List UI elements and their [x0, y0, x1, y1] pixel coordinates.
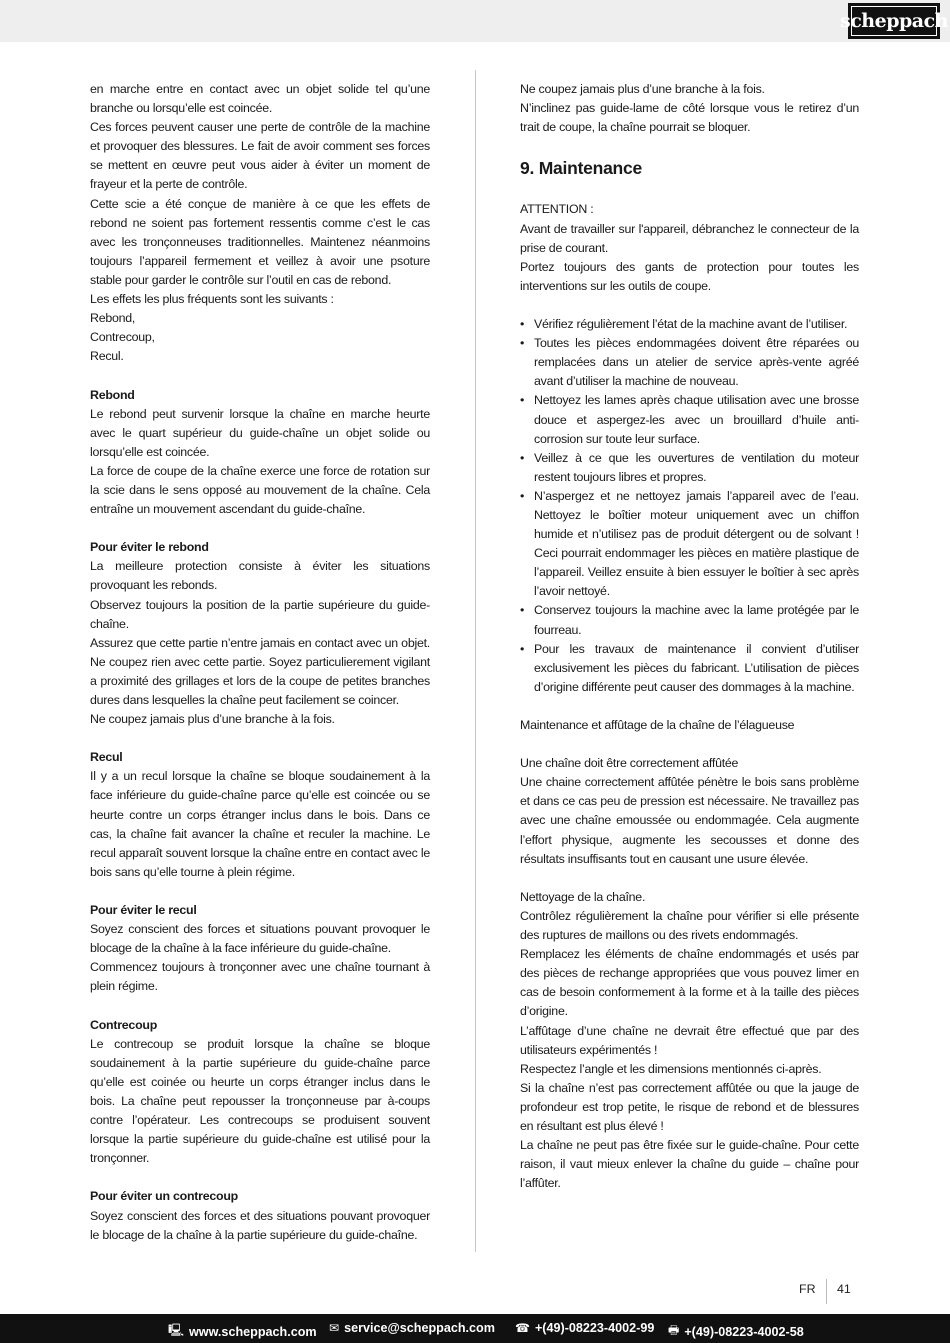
- sharpening-title: Une chaîne doit être correctement affûtée: [520, 756, 739, 771]
- subheading-eviter-rebond: Pour éviter le rebond: [90, 540, 209, 555]
- paragraph: Contrecoup,: [90, 330, 155, 345]
- paragraph: Assurez que cette partie n’entre jamais en contact avec un objet. Ne coupez rien avec cette partie. Soyez particulierement vigilant a proximité des grillages et lors de la coupe de petites branches dures dans lesquelles la chaîne peut facilement se coincer.: [90, 635, 430, 707]
- section-title: 9. Maintenance: [520, 158, 642, 179]
- paragraph: La chaîne ne peut pas être fixée sur le guide-chaîne. Pour cette raison, il vaut mieux enlever la chaîne du guide – chaîne pour l’affûter.: [520, 1138, 859, 1191]
- subheading-rebond: Rebond: [90, 387, 135, 402]
- fax-number: +(49)-08223-4002-58: [684, 1324, 804, 1339]
- right-column: [520, 80, 859, 1193]
- mail-icon: ✉: [329, 1321, 340, 1335]
- language-code: FR: [799, 1282, 816, 1296]
- cleaning-title: Nettoyage de la chaîne.: [520, 889, 646, 904]
- list-item: • Toutes les pièces endommagées doivent être réparées ou remplacées dans un atelier de service après-vente agréé avant d’utiliser la machine de nouveau.: [520, 334, 859, 391]
- paragraph: Ne coupez jamais plus d’une branche à la fois.: [520, 82, 765, 96]
- footer-web[interactable]: [168, 1321, 317, 1342]
- scheppach-logo: scheppach: [848, 3, 940, 39]
- paragraph: Les effets les plus fréquents sont les suivants :: [90, 292, 334, 307]
- paragraph: Avant de travailler sur l'appareil, débranchez le connecteur de la prise de courant.: [520, 221, 859, 255]
- paragraph: La force de coupe de la chaîne exerce une force de rotation sur la scie dans le sens opposé au mouvement de la chaîne. Cela entraîne un mouvement ascendant du guide-chaîne.: [90, 463, 430, 517]
- paragraph: Une chaine correctement affûtée pénètre le bois sans problème et dans ce cas peu de pression est nécessaire. Ne travaillez pas avec une chaîne emoussée ou endommagée. Cela augmente l’effort physique, augmente les secousses et donne des résultats insuffisants tout en causant une usure élevée.: [520, 775, 859, 866]
- paragraph: N’inclinez pas guide-lame de côté lorsque vous le retirez d’un trait de coupe, la chaîne pourrait se bloquer.: [520, 101, 859, 135]
- column-divider: [475, 70, 476, 1252]
- fax-icon: 🖶: [668, 1323, 680, 1337]
- paragraph: Portez toujours des gants de protection pour toutes les interventions sur les outils de coupe.: [520, 259, 859, 293]
- paragraph: L’affûtage d’une chaîne ne devrait être effectué que par des utilisateurs expérimentés !: [520, 1023, 859, 1057]
- chain-maintenance-title: Maintenance et affûtage de la chaîne de l’élagueuse: [520, 718, 795, 732]
- paragraph: Commencez toujours à tronçonner avec une chaîne tournant à plein régime.: [90, 960, 430, 994]
- footer-email[interactable]: [329, 1321, 495, 1335]
- footer-fax: [668, 1321, 804, 1342]
- list-item: • N’aspergez et ne nettoyez jamais l’appareil avec de l’eau. Nettoyez le boîtier moteur uniquement avec un chiffon humide et n’utilisez pas de produit détergent ou de solvant ! Ceci pourrait endommager les pièces en matière plastique de l’appareil. Veillez ensuite à bien essuyer le boîtier à sec après l’avoir nettoyé.: [520, 487, 859, 602]
- subheading-eviter-recul: Pour éviter le recul: [90, 903, 197, 918]
- paragraph: Il y a un recul lorsque la chaîne se bloque soudainement à la face inférieure du guide-chaîne parce qu’elle est coincée ou se heurte contre un corps étranger inclus dans le bois. Dans ce cas, la chaîne fait avancer la chaîne et reculer la machine. Le recul apparaît souvent lorsque la chaîne entre en contact avec le bois sans qu’elle tourne à plein régime.: [90, 769, 430, 879]
- page-meta-divider: [826, 1279, 827, 1304]
- paragraph: Observez toujours la position de la partie supérieure du guide-chaîne.: [90, 597, 430, 631]
- email-link: service@scheppach.com: [344, 1321, 495, 1335]
- phone-number: +(49)-08223-4002-99: [534, 1321, 655, 1335]
- paragraph: Le contrecoup se produit lorsque la chaîne se bloque soudainement à la partie supérieure du guide-chaîne parce qu’elle est coinée ou heurte un corps étranger inclus dans le bois. La chaîne peut repousser la tronçonneuse par à-coups contre l’opérateur. Les contrecoups se produisent souvent lorsque la partie supérieure du guide-chaîne est utilisé pour la tronçonner.: [90, 1036, 430, 1166]
- phone-icon: ☎: [515, 1321, 530, 1335]
- paragraph: Rebond,: [90, 311, 136, 326]
- subheading-eviter-contrecoup: Pour éviter un contrecoup: [90, 1189, 238, 1204]
- paragraph: Soyez conscient des forces et des situations pouvant provoquer le blocage de la chaîne à la partie supérieure du guide-chaîne.: [90, 1208, 430, 1242]
- monitor-icon: 🖳: [168, 1323, 185, 1337]
- attention-label: ATTENTION :: [520, 202, 594, 217]
- paragraph: Remplacez les éléments de chaîne endommagés et usés par des pièces de rechange appropriées que vous pouvez limer en cas de besoin conformement à la forme et à la taille des pièces d’origine.: [520, 947, 859, 1019]
- maintenance-list: [520, 315, 859, 697]
- paragraph: La meilleure protection consiste à éviter les situations provoquant les rebonds.: [90, 559, 430, 593]
- subheading-recul: Recul: [90, 750, 123, 765]
- paragraph: Respectez l’angle et les dimensions mentionnés ci-après.: [520, 1061, 822, 1076]
- paragraph: Soyez conscient des forces et situations pouvant provoquer le blocage de la chaîne à la face inférieure du guide-chaîne.: [90, 922, 430, 956]
- paragraph: Recul.: [90, 349, 124, 364]
- left-column: [90, 80, 430, 1245]
- subheading-contrecoup: Contrecoup: [90, 1017, 158, 1032]
- paragraph: Ces forces peuvent causer une perte de contrôle de la machine et provoquer des blessures. Le fait de avoir comment ses forces se mettent en œuvre peut vous aider à éviter un moment de frayeur et la perte de contrôle.: [90, 120, 430, 192]
- list-item: • Veillez à ce que les ouvertures de ventilation du moteur restent toujours libres et propres.: [520, 449, 859, 487]
- footer-bar: [0, 1314, 950, 1343]
- list-item: • Pour les travaux de maintenance il convient d’utiliser exclusivement les pièces du fabricant. L’utilisation de pièces d’origine différente peut causer des dommages à la machine.: [520, 640, 859, 697]
- list-item: • Nettoyez les lames après chaque utilisation avec une brosse douce et aspergez-les avec un brouillard d’huile anti-corrosion sur toute leur surface.: [520, 391, 859, 448]
- paragraph: Ne coupez jamais plus d’une branche à la fois.: [90, 712, 335, 727]
- header-bar: [0, 0, 950, 42]
- paragraph: Le rebond peut survenir lorsque la chaîne en marche heurte avec le quart supérieur du guide-chaîne un objet solide ou lorsqu’elle est coincée.: [90, 406, 430, 459]
- page-number: 41: [837, 1282, 851, 1296]
- list-item: • Conservez toujours la machine avec la lame protégée par le fourreau.: [520, 601, 859, 639]
- paragraph: Cette scie a été conçue de manière à ce que les effets de rebond ne soient pas fortement ressentis comme c’est le cas avec les tronçonneuses traditionnelles. Maintenez néanmoins toujours l’appareil fermement et veillez à avoir une psoture stable pour garder le contrôle sur l’outil en cas de rebond.: [90, 196, 430, 287]
- paragraph: Contrôlez régulièrement la chaîne pour vérifier si elle présente des ruptures de maillons ou des rivets endommagés.: [520, 908, 859, 943]
- paragraph: en marche entre en contact avec un objet solide tel qu’une branche ou lorsqu’elle est coincée.: [90, 82, 430, 116]
- list-item: • Vérifiez régulièrement l’état de la machine avant de l’utiliser.: [520, 315, 859, 334]
- website-link: www.scheppach.com: [189, 1324, 317, 1339]
- paragraph: Si la chaîne n’est pas correctement affûtée ou que la jauge de profondeur est trop petite, le risque de rebond et de blessures en résultant est plus élevé !: [520, 1080, 859, 1133]
- footer-phone: [515, 1321, 654, 1335]
